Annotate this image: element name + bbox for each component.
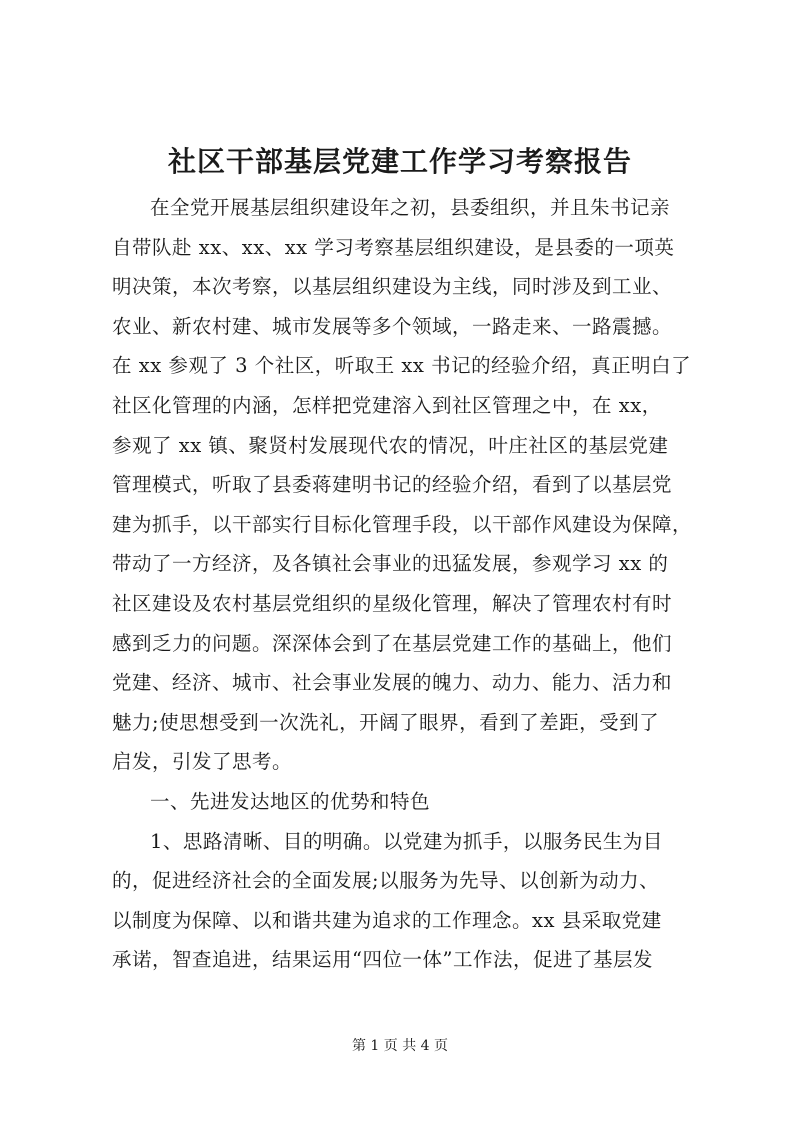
paragraph-line: 自带队赴 xx、xx、xx 学习考察基层组织建设，是县委的一项英	[112, 235, 675, 259]
paragraph-line: 党建、经济、城市、社会事业发展的魄力、动力、能力、活力和	[112, 671, 673, 695]
page-number-footer: 第 1 页 共 4 页	[351, 1038, 449, 1054]
paragraph-line: 明决策，本次考察，以基层组织建设为主线，同时涉及到工业、	[112, 275, 673, 299]
paragraph-line: 建为抓手，以干部实行目标化管理手段，以干部作风建设为保障，	[112, 512, 693, 536]
paragraph-line: 农业、新农村建、城市发展等多个领域，一路走来、一路震撼。	[112, 314, 673, 338]
paragraph-line: 带动了一方经济，及各镇社会事业的迅猛发展，参观学习 xx 的	[112, 552, 669, 576]
paragraph-line: 的，促进经济社会的全面发展;以服务为先导、以创新为动力、	[112, 869, 660, 893]
paragraph-line: 以制度为保障、以和谐共建为追求的工作理念。xx 县采取党建	[112, 908, 662, 932]
paragraph-line: 承诺，智查追进，结果运用“四位一体”工作法，促进了基层发	[112, 948, 653, 972]
paragraph-line: 社区化管理的内涵，怎样把党建溶入到社区管理之中，在 xx，	[112, 393, 662, 417]
paragraph-line: 启发，引发了思考。	[112, 750, 293, 774]
paragraph-line: 魅力;使思想受到一次洗礼，开阔了眼界，看到了差距，受到了	[112, 710, 660, 734]
paragraph-line: 在全党开展基层组织建设年之初，县委组织，并且朱书记亲	[150, 196, 671, 219]
paragraph-line: 1、思路清晰、目的明确。以党建为抓手，以服务民生为目	[150, 829, 663, 853]
section-heading: 一、先进发达地区的优势和特色	[150, 789, 431, 813]
document-title: 社区干部基层党建工作学习考察报告	[167, 145, 632, 178]
paragraph-line: 感到乏力的问题。深深体会到了在基层党建工作的基础上，他们	[112, 631, 673, 655]
document-body	[112, 188, 712, 980]
paragraph-line: 社区建设及农村基层党组织的星级化管理，解决了管理农村有时	[112, 591, 673, 615]
paragraph-line: 参观了 xx 镇、聚贤村发展现代农的情况，叶庄社区的基层党建	[112, 433, 669, 457]
paragraph-line: 管理模式，听取了县委蒋建明书记的经验介绍，看到了以基层党	[112, 473, 673, 497]
paragraph-line: 在 xx 参观了 3 个社区，听取王 xx 书记的经验介绍，真正明白了	[112, 354, 692, 378]
